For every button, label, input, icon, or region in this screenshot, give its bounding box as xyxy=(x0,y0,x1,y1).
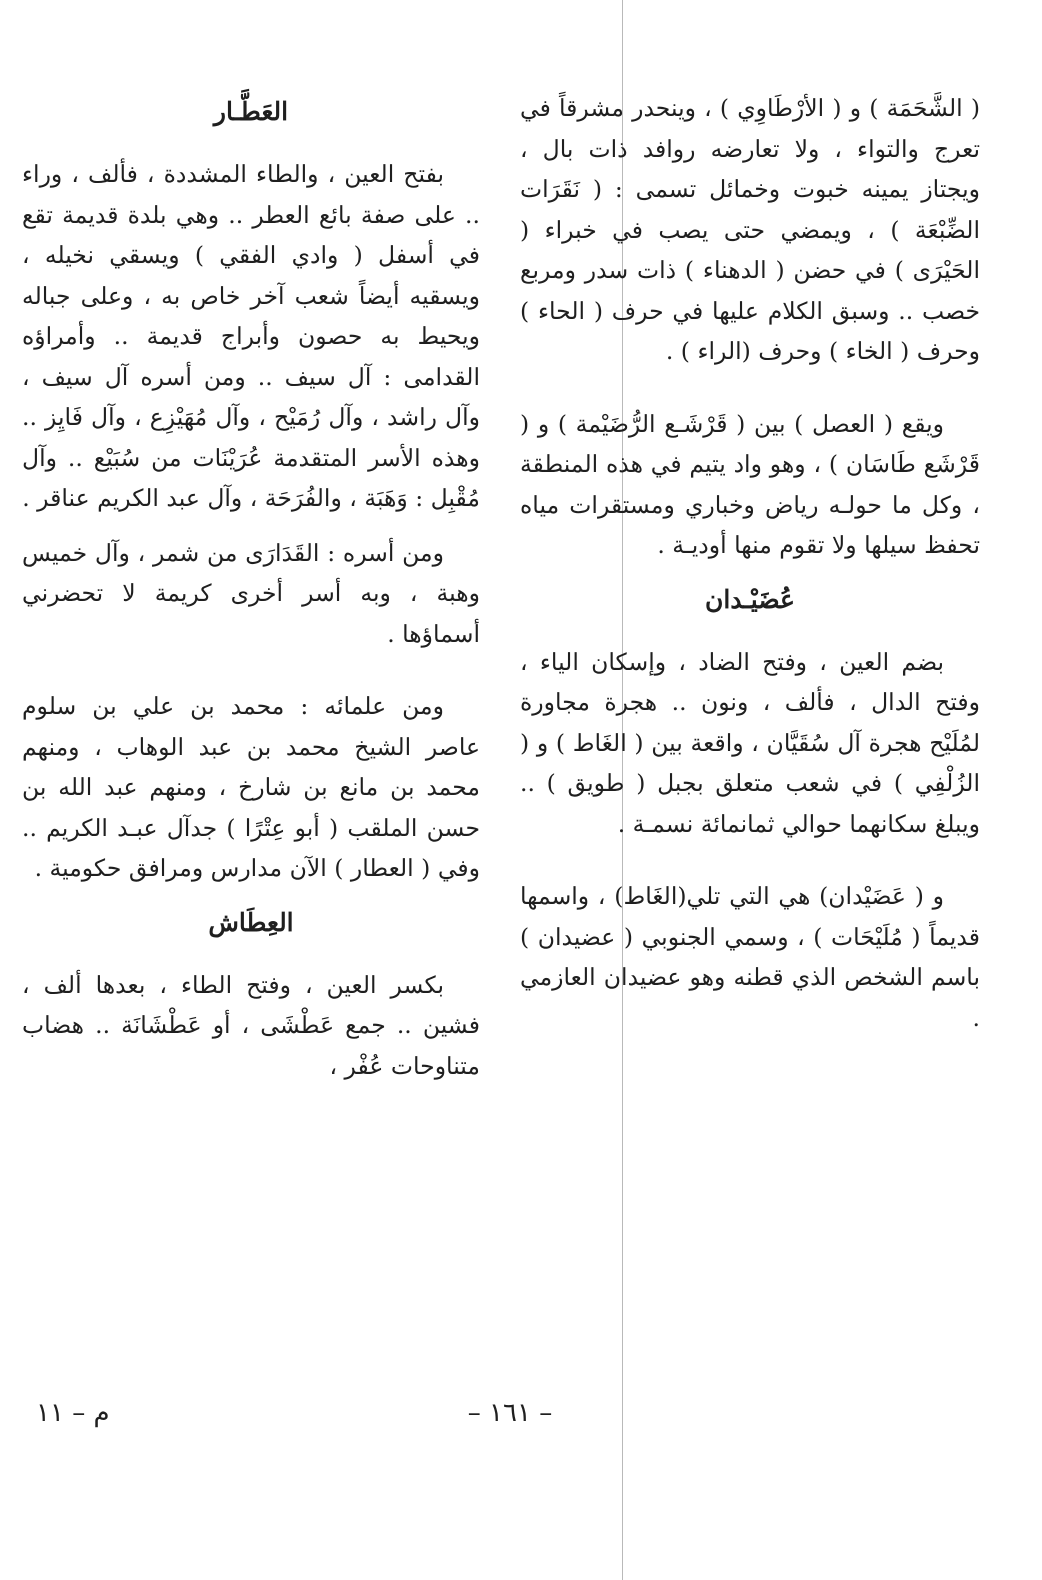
paragraph: ومن أسره : القَدَارَى من شمر ، وآل خميس وهبة ، وبه أسر أخرى كريمة لا تحضرني أسماؤها . xyxy=(22,538,480,648)
left-column xyxy=(22,88,480,1100)
paragraph: ومن علمائه : محمد بن علي بن سلوم عاصر الشيخ محمد بن عبد الوهاب ، ومنهم محمد بن مانع بن شارخ ، ومنهم عبد الله بن حسن الملقب ( أبو عِتْرًا ) جدآل عبـد الكريم .. وفي ( العطار ) الآن مدارس ومرافق حكومية . xyxy=(22,692,480,882)
paragraph: و ( عَضَيْدان) هي التي تلي(الغَاط) ، واسمها قديماً ( مُلَيْحَات ) ، وسمي الجنوبي ( عضيدان ) باسم الشخص الذي قطنه وهو عضيدان العازمي . xyxy=(520,882,980,1032)
paragraph: ( الشَّحَمَة ) و ( الأرْطَاوِي ) ، وينحدر مشرقاً في تعرج والتواء ، ولا تعارضه روافد ذات بال ، ويجتاز يمينه خبوت وخمائل تسمى : ( نَقَرَات الضِّبْعَة ) ، ويمضي حتى يصب في خبراء ( الحَيْرَى ) في حضن ( الدهناء ) ذات سدر ومربع خصب .. وسبق الكلام عليها في حرف ( الحاء ) وحرف ( الخاء ) وحرف (الراء ) . xyxy=(520,94,980,365)
page-number: – ١٦١ – xyxy=(467,1398,553,1428)
signature-mark: م – ١١ xyxy=(36,1398,110,1428)
paragraph: بكسر العين ، وفتح الطاء ، بعدها ألف ، فشين .. جمع عَطْشَى ، أو عَطْشَانَة .. هضاب متناوحات عُفْر ، xyxy=(22,970,480,1080)
paragraph: بضم العين ، وفتح الضاد ، وإسكان الياء ، وفتح الدال ، فألف ، ونون .. هجرة مجاورة لمُلَيْح هجرة آل سُقَيَّان ، واقعة بين ( الغَاط ) و ( الزُلْفِي ) في شعب متعلق بجبل ( طويق ) .. ويبلغ سكانهما حوالي ثمانمائة نسمـة . xyxy=(520,647,980,838)
section-heading: العِطَاش xyxy=(208,907,294,937)
section-heading: العَطَّـار xyxy=(213,97,289,126)
paragraph: بفتح العين ، والطاء المشددة ، فألف ، وراء .. على صفة بائع العطر .. وهي بلدة قديمة تقع في أسفل ( وادي الفقي ) ويسقي نخيله ، ويسقيه أيضاً شعب آخر خاص به ، وعلى جباله ويحيط به حصون وأبراج قديمة .. وأمراؤه القدامى : آل سيف .. ومن أسره آل سيف ، وآل راشد ، وآل رُمَيْح ، وآل مُهَيْزِع ، وآل فَايِز .. وهذه الأسر المتقدمة عُرَيْنَات من سُبَيْع .. وآل مُقْبِل : وَهَبَة ، والفُرَحَة ، وآل عبد الكريم عناقر . xyxy=(22,160,480,512)
right-column xyxy=(520,88,980,1052)
section-heading: عُضَيْـدان xyxy=(705,584,795,614)
paragraph: ويقع ( العصل ) بين ( قَرْشَـع الرُّضَيْمة ) و ( قَرْشَع طَاسَان ) ، وهو واد يتيم في هذه المنطقة ، وكل ما حولـه رياض وخباري ومستقرات مياه تحفظ سيلها ولا تقوم منها أوديـة . xyxy=(520,409,980,559)
